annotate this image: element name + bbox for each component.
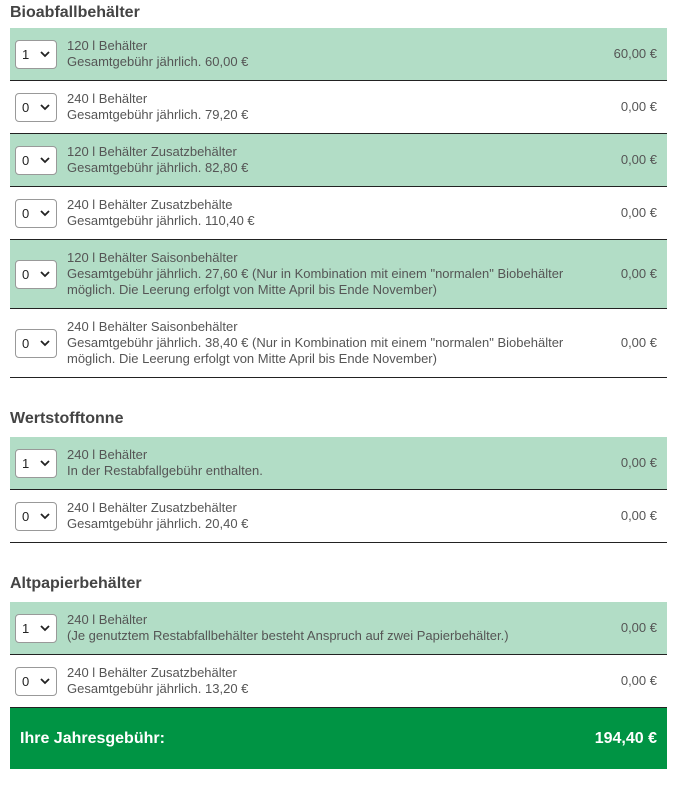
section-title-wertstoff: Wertstofftonne xyxy=(10,410,124,427)
quantity-select[interactable] xyxy=(15,40,57,69)
item-title: 120 l Behälter Saisonbehälter xyxy=(67,250,238,265)
item-price: 0,00 € xyxy=(620,99,657,114)
quantity-value: 1 xyxy=(22,621,30,636)
quantity-select[interactable] xyxy=(15,199,57,228)
quantity-select[interactable] xyxy=(15,449,57,478)
item-description xyxy=(67,612,612,644)
item-description xyxy=(67,447,612,479)
item-title: 240 l Behälter Zusatzbehälte xyxy=(67,197,233,212)
item-detail: möglich. Die Leerung erfolgt von Mitte April bis Ende November) xyxy=(67,351,437,366)
chevron-down-icon xyxy=(40,338,50,348)
section-title-bioabfall: Bioabfallbehälter xyxy=(10,4,140,21)
list-item xyxy=(10,309,667,378)
item-detail: Gesamtgebühr jährlich. 27,60 € (Nur in Kombination mit einem "normalen" Biobehälter xyxy=(67,266,564,281)
chevron-down-icon xyxy=(40,458,50,468)
quantity-value: 0 xyxy=(22,100,30,115)
item-description xyxy=(67,38,612,70)
item-description xyxy=(67,250,612,298)
item-detail: möglich. Die Leerung erfolgt von Mitte April bis Ende November) xyxy=(67,282,437,297)
item-price: 0,00 € xyxy=(620,152,657,167)
item-price: 60,00 € xyxy=(613,46,657,61)
chevron-down-icon xyxy=(40,208,50,218)
item-price: 0,00 € xyxy=(620,205,657,220)
total-bar xyxy=(10,708,667,769)
item-description xyxy=(67,319,612,367)
item-title: 240 l Behälter Zusatzbehälter xyxy=(67,665,237,680)
chevron-down-icon xyxy=(40,623,50,633)
quantity-select[interactable] xyxy=(15,93,57,122)
list-item xyxy=(10,602,667,655)
item-price: 0,00 € xyxy=(620,508,657,523)
item-price: 0,00 € xyxy=(620,266,657,281)
quantity-value: 0 xyxy=(22,674,30,689)
item-detail: Gesamtgebühr jährlich. 20,40 € xyxy=(67,516,249,531)
item-description xyxy=(67,197,612,229)
section-title-altpapier: Altpapierbehälter xyxy=(10,575,142,592)
item-detail: Gesamtgebühr jährlich. 13,20 € xyxy=(67,681,249,696)
chevron-down-icon xyxy=(40,676,50,686)
item-title: 120 l Behälter Zusatzbehälter xyxy=(67,144,237,159)
chevron-down-icon xyxy=(40,269,50,279)
list-item xyxy=(10,655,667,708)
item-title: 240 l Behälter xyxy=(67,91,148,106)
item-detail: In der Restabfallgebühr enthalten. xyxy=(67,463,263,478)
item-detail: Gesamtgebühr jährlich. 110,40 € xyxy=(67,213,255,228)
list-item xyxy=(10,490,667,543)
item-detail: Gesamtgebühr jährlich. 60,00 € xyxy=(67,54,249,69)
quantity-select[interactable] xyxy=(15,667,57,696)
item-title: 120 l Behälter xyxy=(67,38,148,53)
item-price: 0,00 € xyxy=(620,455,657,470)
list-item xyxy=(10,134,667,187)
fee-calculator xyxy=(10,0,667,769)
item-title: 240 l Behälter xyxy=(67,612,148,627)
list-item xyxy=(10,28,667,81)
chevron-down-icon xyxy=(40,49,50,59)
item-title: 240 l Behälter xyxy=(67,447,148,462)
item-description xyxy=(67,91,612,123)
item-price: 0,00 € xyxy=(620,335,657,350)
item-title: 240 l Behälter Zusatzbehälter xyxy=(67,500,237,515)
list-item xyxy=(10,81,667,134)
item-detail: Gesamtgebühr jährlich. 79,20 € xyxy=(67,107,249,122)
quantity-select[interactable] xyxy=(15,146,57,175)
quantity-value: 1 xyxy=(22,456,30,471)
quantity-value: 0 xyxy=(22,336,30,351)
chevron-down-icon xyxy=(40,155,50,165)
quantity-value: 1 xyxy=(22,47,30,62)
quantity-select[interactable] xyxy=(15,329,57,358)
quantity-value: 0 xyxy=(22,267,30,282)
item-description xyxy=(67,665,612,697)
quantity-select[interactable] xyxy=(15,502,57,531)
chevron-down-icon xyxy=(40,511,50,521)
item-detail: (Je genutztem Restabfallbehälter besteht Anspruch auf zwei Papierbehälter.) xyxy=(67,628,509,643)
item-price: 0,00 € xyxy=(620,620,657,635)
quantity-value: 0 xyxy=(22,206,30,221)
item-description xyxy=(67,500,612,532)
list-item xyxy=(10,240,667,309)
item-detail: Gesamtgebühr jährlich. 82,80 € xyxy=(67,160,249,175)
list-item xyxy=(10,187,667,240)
item-title: 240 l Behälter Saisonbehälter xyxy=(67,319,238,334)
item-description xyxy=(67,144,612,176)
list-item xyxy=(10,437,667,490)
item-detail: Gesamtgebühr jährlich. 38,40 € (Nur in Kombination mit einem "normalen" Biobehälter xyxy=(67,335,564,350)
quantity-value: 0 xyxy=(22,153,30,168)
total-amount: 194,40 € xyxy=(594,730,657,747)
quantity-select[interactable] xyxy=(15,614,57,643)
total-label: Ihre Jahresgebühr: xyxy=(20,730,165,747)
chevron-down-icon xyxy=(40,102,50,112)
item-price: 0,00 € xyxy=(620,673,657,688)
quantity-value: 0 xyxy=(22,509,30,524)
quantity-select[interactable] xyxy=(15,260,57,289)
